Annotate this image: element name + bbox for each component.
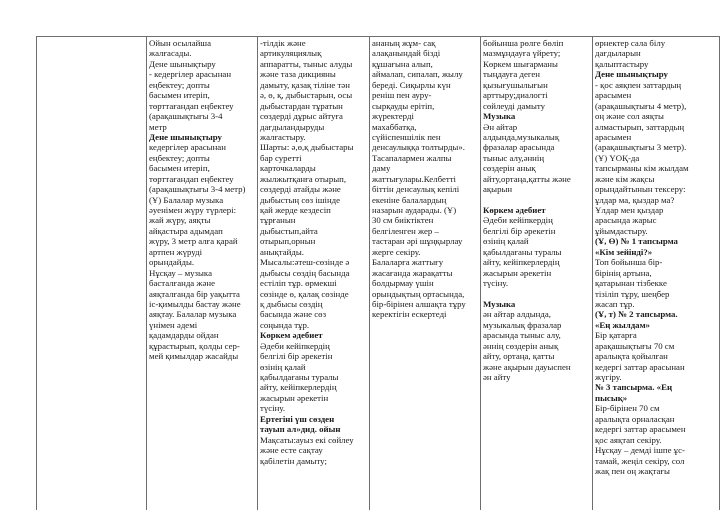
text-line: тастаран әрі шұңқырлау bbox=[372, 236, 463, 247]
text-line: арасында тыныс алу, bbox=[483, 330, 561, 341]
text-line: аяқтау. Балалар музыка bbox=[149, 309, 237, 320]
text-line: болдырмау үшін bbox=[372, 278, 434, 289]
text-line: мей қимылдар жасайды bbox=[149, 351, 239, 362]
text-line: аяқталғанда бір уақытта bbox=[149, 288, 240, 299]
text-line: қай жерде кездесіп bbox=[260, 205, 331, 215]
text-line: аппаратты, тыныс алуды bbox=[260, 58, 353, 69]
text-line: метр bbox=[149, 121, 167, 132]
text-line: ә, ө, қ, дыбыстарын, осы bbox=[260, 90, 353, 101]
text-line: (Ұ) ҮОҚ-да bbox=[595, 152, 640, 163]
table-border-5 bbox=[592, 36, 593, 510]
text-line: қ дыбысы сөздің bbox=[260, 298, 323, 309]
text-line: дыбыстың сөз ішінде bbox=[260, 194, 341, 205]
text-line: Бір-бірінен 70 см bbox=[595, 403, 660, 414]
text-line: біттін денсаулық кепілі bbox=[372, 184, 460, 195]
text-line: тыныс алу,әннің bbox=[483, 152, 545, 163]
text-line: Нұсқау – музыка bbox=[149, 267, 212, 278]
text-line: белгіленген жер – bbox=[372, 225, 439, 236]
text-line: «Кім зейінді?» bbox=[595, 246, 653, 257]
text-line: жүгіру. bbox=[595, 372, 622, 382]
text-line: іс-қимылды бастау және bbox=[149, 298, 241, 309]
text-line: тамай, жеңіл секіру, сол bbox=[595, 455, 685, 466]
text-line: дағдыларын bbox=[595, 48, 641, 59]
text-line: Дене шынықтыру bbox=[595, 69, 668, 80]
text-line: айту, кейіпкерлердің bbox=[260, 382, 337, 393]
text-line: басымен итеріп, bbox=[149, 163, 210, 174]
text-line: құшағына алып, bbox=[372, 58, 433, 69]
text-line: және ақырын дауыспен bbox=[483, 361, 571, 372]
text-line: жүректерді bbox=[372, 111, 414, 122]
text-line: Көркем шығарманы bbox=[483, 58, 558, 69]
text-line: Тасапалармен жалпы bbox=[372, 152, 452, 163]
text-line: басымен итеріп, bbox=[149, 90, 210, 101]
text-line: жалғастыру. bbox=[260, 131, 306, 142]
text-line: басында және сөз bbox=[260, 309, 327, 320]
text-line: ұйымдастыру. bbox=[595, 225, 648, 236]
text-line: Дене шынықтыру bbox=[149, 58, 216, 69]
text-line: қабылдағаны туралы bbox=[483, 246, 562, 257]
text-line: жасырын әрекетін bbox=[260, 392, 329, 403]
text-line: артпен жүруді bbox=[149, 246, 203, 257]
text-line bbox=[483, 289, 590, 299]
text-line: төрттағандап еңбектеу bbox=[149, 173, 234, 184]
table-border-4 bbox=[480, 36, 481, 510]
text-line: екеніне балалардың bbox=[372, 194, 447, 205]
text-line: алақанындай бізді bbox=[372, 48, 441, 59]
text-line: (арақашықтығы 4 метр), bbox=[595, 100, 687, 111]
text-line: қалыптастыру bbox=[595, 58, 649, 69]
text-line: бірінің артына, bbox=[595, 267, 652, 278]
text-line: сөзінде ө, қалақ сөзінде bbox=[260, 288, 349, 299]
table-border-3 bbox=[369, 36, 370, 510]
text-line: арттыру;диалогті bbox=[483, 90, 548, 101]
text-line: және есте сақтау bbox=[260, 445, 323, 456]
text-line: тыңдауға деген bbox=[483, 69, 540, 80]
text-line: кедергі заттар арасымен bbox=[595, 424, 686, 435]
text-line: түсіну. bbox=[483, 278, 509, 289]
text-line: өзінің қалай bbox=[483, 236, 529, 247]
text-line: орындықтың ортасында, bbox=[372, 288, 465, 299]
text-line: айту,ортаңа,қатты және bbox=[483, 173, 571, 184]
text-line: сөйлеуді дамыту bbox=[483, 100, 546, 111]
text-line: қос аяқтап секіру. bbox=[595, 434, 662, 445]
text-line: сөздерді дұрыс айтуға bbox=[260, 111, 343, 122]
text-line: тұрғанын bbox=[260, 215, 296, 226]
text-line: қабылдағаны туралы bbox=[260, 372, 339, 382]
text-line: әуенімен жүру түрлері: bbox=[149, 205, 237, 215]
text-line: Мақсаты:ауыз екі сөйлеу bbox=[260, 434, 354, 445]
text-line: дыбыстардан тұратын bbox=[260, 100, 343, 111]
table-border-0 bbox=[36, 36, 37, 510]
text-line: береді. Сиқырлы күн bbox=[372, 79, 451, 90]
table-top-border bbox=[36, 36, 720, 37]
text-line: басталғанда және bbox=[149, 278, 216, 289]
text-line: белгілі бір әрекетін bbox=[483, 225, 556, 236]
text-line: Әдеби кейіпкердің bbox=[260, 340, 330, 351]
text-line: назарын аударады. (Ұ) bbox=[372, 205, 457, 215]
text-line: (арақашықтығы 3-4 метр) bbox=[149, 184, 246, 195]
text-line: алмастырып, заттардың bbox=[595, 121, 685, 132]
text-line: жақ пен оң жақтағы bbox=[595, 465, 670, 476]
text-line: жүру, 3 метр алға қарай bbox=[149, 236, 238, 247]
text-line: қатарынан тізбекке bbox=[595, 278, 667, 289]
text-line: түсіну. bbox=[260, 403, 286, 414]
text-line: Дене шынықтыру bbox=[149, 131, 222, 142]
text-line: еңбектеу; допты bbox=[149, 79, 210, 90]
text-line: -тілдік және bbox=[260, 38, 306, 48]
text-line: (Ұ, т) № 2 тапсырма. bbox=[595, 309, 678, 320]
text-line: ұлдар ма, қыздар ма? bbox=[595, 194, 675, 205]
text-line: және кім жақсы bbox=[595, 173, 655, 184]
text-line: өзінің қалай bbox=[260, 361, 306, 372]
text-line: аралықта қойылған bbox=[595, 351, 668, 362]
text-line: Көркем әдебиет bbox=[260, 330, 323, 341]
text-line: аймалап, сипалап, жылу bbox=[372, 69, 463, 80]
text-line: - кедергілер арасынан bbox=[149, 69, 232, 80]
text-line: дыбыстып,айта bbox=[260, 225, 318, 236]
text-line: төрттағандап еңбектеу bbox=[149, 100, 234, 111]
text-line: Шарты: ә,ө,қ дыбыстары bbox=[260, 142, 354, 153]
text-line: Көркем әдебиет bbox=[483, 205, 546, 215]
text-line: бойынша рөлге бөліп bbox=[483, 38, 564, 48]
text-line: Ойын осылайша bbox=[149, 38, 211, 48]
text-line: және таза дикцияны bbox=[260, 69, 336, 80]
text-line: айту, кейіпкерлердің bbox=[483, 257, 560, 268]
text-line: жалғасады. bbox=[149, 48, 192, 59]
table-cell-col-4 bbox=[483, 38, 590, 382]
text-line: тапсырманы кім жылдам bbox=[595, 163, 689, 174]
text-line: Мысалы:әтеш-сөзінде ә bbox=[260, 257, 350, 268]
text-line: қызығушылығын bbox=[483, 79, 548, 90]
table-border-2 bbox=[257, 36, 258, 510]
text-line: жылжытқанға отырып, bbox=[260, 173, 347, 184]
text-line: тізіліп тұру, шеңбер bbox=[595, 288, 670, 299]
table-cell-col-5 bbox=[595, 38, 717, 476]
text-line: айту, ортаңа, қатты bbox=[483, 351, 555, 362]
text-line: «Ең жылдам» bbox=[595, 319, 650, 330]
text-line: сөздерін анық bbox=[483, 163, 536, 174]
text-line: (Ұ, Ө) № 1 тапсырма bbox=[595, 236, 678, 247]
text-line: денсаулыққа толтырды». bbox=[372, 142, 465, 153]
table-cell-col-3 bbox=[372, 38, 478, 320]
text-line: жасағанда жарақатты bbox=[372, 267, 453, 278]
text-line: дағдыландыруды bbox=[260, 121, 325, 132]
text-line: ақырын bbox=[483, 184, 513, 195]
text-line: еңбектеу; допты bbox=[149, 152, 210, 163]
text-line: (Ұ) Балалар музыка bbox=[149, 194, 224, 205]
text-line: қабілетін дамыту; bbox=[260, 455, 327, 466]
text-line: үнімен әдемі bbox=[149, 319, 198, 330]
text-line: құрастырып, қолды сер- bbox=[149, 340, 240, 351]
table-cell-col-1 bbox=[149, 38, 255, 362]
text-line: соңында тұр. bbox=[260, 319, 310, 330]
text-line: өрнектер сала білу bbox=[595, 38, 666, 48]
text-line: отырып,орнын bbox=[260, 236, 316, 247]
text-line: естіліп тұр. өрмекші bbox=[260, 278, 337, 289]
text-line: жасырын әрекетін bbox=[483, 267, 552, 278]
text-line: 30 см биіктіктен bbox=[372, 215, 434, 226]
text-line: белгілі бір әрекетін bbox=[260, 351, 333, 362]
text-line: алдында,музыкалық bbox=[483, 131, 560, 142]
text-line: бар суретті bbox=[260, 152, 302, 163]
text-line: Әдеби кейіпкердің bbox=[483, 215, 553, 226]
table-border-1 bbox=[146, 36, 147, 510]
text-line: арасында жарыс bbox=[595, 215, 657, 226]
text-line: жаттығулары.Келбетті bbox=[372, 173, 456, 184]
text-line: Топ бойынша бір- bbox=[595, 257, 663, 268]
text-line: дыбысы сөздің басында bbox=[260, 267, 350, 278]
text-line: ән айту bbox=[483, 372, 511, 382]
text-line: Музыка bbox=[483, 298, 516, 309]
text-line: реніш пен ауру- bbox=[372, 90, 432, 101]
text-line: Ұлдар мен қыздар bbox=[595, 205, 664, 215]
text-line: орындайды. bbox=[149, 257, 195, 268]
text-line: кедергі заттар арасынан bbox=[595, 361, 685, 372]
text-line: керектігін ескертеді bbox=[372, 309, 447, 320]
text-line: Ән айтар bbox=[483, 121, 518, 132]
text-line: № 3 тапсырма. «Ең bbox=[595, 382, 673, 393]
text-line: анықтайды. bbox=[260, 246, 304, 257]
text-line: оң және сол аяқты bbox=[595, 111, 664, 122]
text-line: - қос аяқпен заттардың bbox=[595, 79, 682, 90]
text-line bbox=[483, 195, 590, 205]
text-line: дамыту, қазақ тіліне тән bbox=[260, 79, 350, 90]
text-line: пысық» bbox=[595, 392, 628, 403]
text-line: Нұсқау – демді ішпе ұс- bbox=[595, 445, 685, 456]
text-line: сырқауды ерітіп, bbox=[372, 100, 435, 111]
text-line: аралықта орналасқан bbox=[595, 413, 675, 424]
text-line: Бір қатарға bbox=[595, 330, 637, 341]
table-cell-col-2 bbox=[260, 38, 367, 466]
text-line: бір-бірінен алшақта тұру bbox=[372, 298, 466, 309]
text-line: (арақашықтығы 3 метр). bbox=[595, 142, 687, 153]
text-line: артикуляциялық bbox=[260, 48, 322, 59]
text-line: Ертегіні үш сөзден bbox=[260, 413, 335, 424]
text-line: карточкаларды bbox=[260, 163, 316, 174]
text-line: сүйіспеншілік пен bbox=[372, 131, 441, 142]
text-line: арасымен bbox=[595, 90, 632, 101]
text-line: Балаларға жаттығу bbox=[372, 257, 444, 268]
text-line: ән айтар алдында, bbox=[483, 309, 551, 320]
text-line: сөздерді атайды және bbox=[260, 184, 341, 195]
text-line: қадамдарды ойдан bbox=[149, 330, 219, 341]
text-line: әннің сөздерін анық bbox=[483, 340, 559, 351]
text-line: фразалар арасында bbox=[483, 142, 555, 153]
text-line: Музыка bbox=[483, 111, 516, 122]
text-line: даму bbox=[372, 163, 391, 174]
text-line: (арақашықтығы 3-4 bbox=[149, 111, 223, 122]
text-line: мазмұндауға үйрету; bbox=[483, 48, 561, 59]
text-line: арақашықтығы 70 см bbox=[595, 340, 675, 351]
text-line: арасымен bbox=[595, 131, 632, 142]
text-line: ананың жұм- сақ bbox=[372, 38, 436, 48]
text-line: жай жүру, аяқты bbox=[149, 215, 211, 226]
text-line: жерге секіру. bbox=[372, 246, 421, 257]
text-line: орындайтынын тексеру: bbox=[595, 184, 686, 195]
text-line: кедергілер арасынан bbox=[149, 142, 226, 153]
text-line: жасап тұр. bbox=[595, 298, 635, 309]
text-line: музыкалық фразалар bbox=[483, 319, 562, 330]
text-line: тауып ал»дид. ойын bbox=[260, 424, 341, 435]
text-line: махаббатқа, bbox=[372, 121, 417, 132]
text-line: айқастыра адымдап bbox=[149, 225, 223, 236]
